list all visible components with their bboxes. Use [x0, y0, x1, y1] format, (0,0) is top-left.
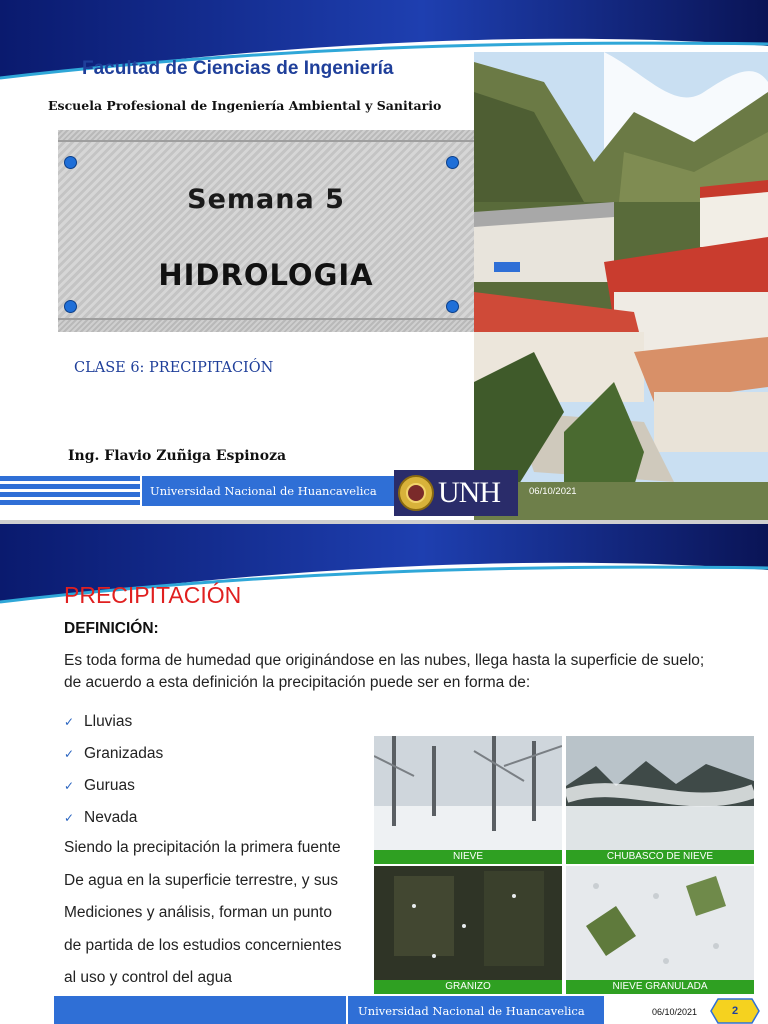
definition-text: Es toda forma de humedad que originándose en las nubes, llega hasta la superficie de suelo; de acuerdo a esta definición la precipitación puede ser en forma de: — [64, 652, 705, 691]
university-logo — [394, 470, 518, 516]
paragraph-line: al uso y control del agua — [64, 969, 233, 987]
title-panel — [58, 140, 474, 320]
list-item: ✓ Guruas — [64, 777, 135, 794]
paragraph-line: de partida de los estudios concernientes — [64, 936, 342, 954]
check-icon: ✓ — [64, 715, 75, 729]
definition-heading: DEFINICIÓN: — [64, 620, 159, 637]
snow-image — [374, 736, 562, 850]
footer-university: Universidad Nacional de Huancavelica — [348, 996, 604, 1024]
caption-graupel: NIEVE GRANULADA — [566, 980, 754, 994]
author-name: Ing. Flavio Zuñiga Espinoza — [68, 448, 287, 464]
week-heading: Semana 5 — [187, 184, 345, 215]
panel-corner-dot — [446, 300, 459, 313]
footer-date: 06/10/2021 — [529, 486, 577, 497]
check-icon: ✓ — [64, 811, 75, 825]
page-number-badge — [710, 998, 760, 1024]
content-slide — [0, 524, 768, 1024]
footer-stripes — [0, 476, 140, 506]
graupel-image — [566, 866, 754, 980]
logo-text: UNH — [438, 476, 500, 509]
hail-image — [374, 866, 562, 980]
explanatory-paragraph — [64, 832, 364, 995]
panel-corner-dot — [446, 156, 459, 169]
paragraph-line: Siendo la precipitación la primera fuente — [64, 839, 341, 857]
check-icon: ✓ — [64, 747, 75, 761]
caption-snow-shower: CHUBASCO DE NIEVE — [566, 850, 754, 864]
list-item: ✓ Nevada — [64, 809, 138, 826]
class-title: CLASE 6: PRECIPITACIÓN — [74, 360, 274, 376]
university-seal-icon — [398, 475, 434, 511]
page-number: 2 — [731, 1005, 739, 1017]
paragraph-line: De agua en la superficie terrestre, y sus — [64, 871, 338, 889]
precipitation-forms-list — [64, 706, 163, 834]
caption-hail: GRANIZO — [374, 980, 562, 994]
course-heading: HIDROLOGIA — [158, 258, 374, 292]
footer-bar — [54, 996, 346, 1024]
list-item: ✓ Lluvias — [64, 713, 133, 730]
check-icon: ✓ — [64, 779, 75, 793]
slide-title: PRECIPITACIÓN — [64, 582, 242, 608]
list-item: ✓ Granizadas — [64, 745, 164, 762]
faculty-title: Facultad de Ciencias de Ingeniería — [82, 58, 394, 79]
footer-date: 06/10/2021 — [652, 1007, 698, 1017]
caption-snow: NIEVE — [374, 850, 562, 864]
school-subtitle: Escuela Profesional de Ingeniería Ambiental y Sanitario — [48, 98, 442, 113]
footer-university: Universidad Nacional de Huancavelica — [142, 476, 394, 506]
campus-photo — [474, 52, 768, 520]
snow-shower-image — [566, 736, 754, 850]
paragraph-line: Mediciones y análisis, forman un punto — [64, 904, 332, 922]
precipitation-image-grid — [374, 736, 754, 1000]
panel-corner-dot — [64, 300, 77, 313]
panel-corner-dot — [64, 156, 77, 169]
